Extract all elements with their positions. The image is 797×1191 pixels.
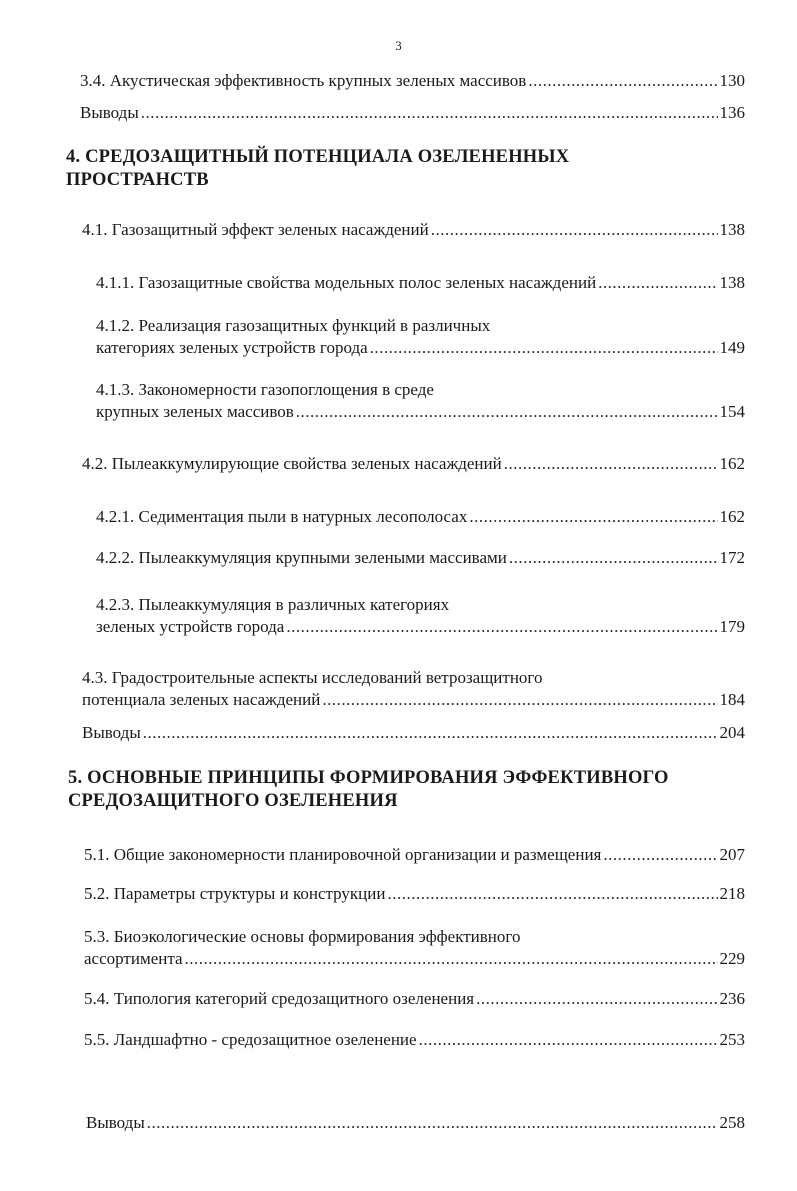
- dot-leader: [147, 1112, 718, 1134]
- page-number: 3: [395, 38, 402, 53]
- toc-entry-page: 204: [719, 723, 745, 742]
- toc-entry-page: 136: [719, 103, 745, 122]
- dot-leader: [322, 689, 717, 711]
- dot-leader: [387, 883, 717, 905]
- toc-entry-5-3: [84, 926, 745, 970]
- dot-leader: [528, 70, 717, 92]
- toc-entry-4-3: [82, 667, 745, 711]
- toc-entry-page: 130: [719, 71, 745, 90]
- toc-entry-page: 138: [719, 273, 745, 292]
- dot-leader: [296, 401, 718, 423]
- toc-entry-5-2: [84, 883, 745, 905]
- toc-entry-title: 5.5. Ландшафтно - средозащитное озеленение: [84, 1030, 417, 1049]
- toc-entry-page: 218: [719, 884, 745, 903]
- chapter-heading-5: [68, 767, 669, 813]
- toc-entry-page: 253: [719, 1030, 745, 1049]
- toc-entry-title-line: 5.3. Биоэкологические основы формирования эффективного: [84, 927, 521, 946]
- toc-entry-4-2-2: [96, 547, 745, 569]
- toc-entry-4-2: [82, 453, 745, 475]
- toc-entry-3-4: [80, 70, 745, 92]
- toc-entry-title: 3.4. Акустическая эффективность крупных зеленых массивов: [80, 71, 527, 90]
- toc-entry-title-line: 4.1.3. Закономерности газопоглощения в среде: [96, 380, 434, 399]
- dot-leader: [476, 988, 717, 1010]
- toc-entry-conclusions-4: [82, 722, 745, 744]
- toc-entry-page: 154: [719, 402, 745, 421]
- toc-entry-title: ассортимента: [84, 949, 183, 968]
- toc-entry-4-1-1: [96, 272, 745, 294]
- toc-entry-page: 172: [719, 548, 745, 567]
- toc-entry-title: Выводы: [82, 723, 141, 742]
- toc-entry-5-1: [84, 844, 745, 866]
- toc-entry-title: потенциала зеленых насаждений: [82, 690, 321, 709]
- toc-entry-conclusions-3: [80, 102, 745, 124]
- dot-leader: [370, 337, 718, 359]
- dot-leader: [141, 102, 718, 124]
- toc-entry-title-line: 4.3. Градостроительные аспекты исследований ветрозащитного: [82, 668, 543, 687]
- dot-leader: [603, 844, 717, 866]
- toc-entry-title: крупных зеленых массивов: [96, 402, 294, 421]
- chapter-heading-line: 5. ОСНОВНЫЕ ПРИНЦИПЫ ФОРМИРОВАНИЯ ЭФФЕКТИВНОГО: [68, 768, 669, 788]
- dot-leader: [185, 948, 718, 970]
- dot-leader: [286, 616, 717, 638]
- toc-entry-title: 4.1.1. Газозащитные свойства модельных полос зеленых насаждений: [96, 273, 597, 292]
- toc-entry-5-4: [84, 988, 745, 1010]
- dot-leader: [509, 547, 718, 569]
- chapter-heading-line: СРЕДОЗАЩИТНОГО ОЗЕЛЕНЕНИЯ: [68, 791, 398, 811]
- toc-entry-page: 138: [719, 220, 745, 239]
- toc-entry-4-2-1: [96, 506, 745, 528]
- dot-leader: [431, 219, 718, 241]
- toc-entry-page: 236: [719, 989, 745, 1008]
- toc-entry-title: зеленых устройств города: [96, 617, 285, 636]
- toc-entry-title: 5.4. Типология категорий средозащитного озеленения: [84, 989, 475, 1008]
- toc-entry-4-1: [82, 219, 745, 241]
- chapter-heading-line: 4. СРЕДОЗАЩИТНЫЙ ПОТЕНЦИАЛА ОЗЕЛЕНЕННЫХ: [66, 147, 570, 167]
- dot-leader: [504, 453, 718, 475]
- toc-entry-title: Выводы: [86, 1113, 145, 1132]
- dot-leader: [419, 1029, 718, 1051]
- toc-entry-title: 5.2. Параметры структуры и конструкции: [84, 884, 386, 903]
- toc-entry-title: 4.2.1. Седиментация пыли в натурных лесополосах: [96, 507, 468, 526]
- toc-entry-title: Выводы: [80, 103, 139, 122]
- toc-entry-page: 162: [719, 454, 745, 473]
- toc-entry-title: 4.2. Пылеаккумулирующие свойства зеленых насаждений: [82, 454, 502, 473]
- toc-entry-title: 4.2.2. Пылеаккумуляция крупными зелеными массивами: [96, 548, 507, 567]
- toc-entry-title: 5.1. Общие закономерности планировочной организации и размещения: [84, 845, 602, 864]
- toc-entry-5-5: [84, 1029, 745, 1051]
- chapter-heading-line: ПРОСТРАНСТВ: [66, 170, 209, 190]
- toc-entry-page: 184: [719, 690, 745, 709]
- toc-entry-title-line: 4.1.2. Реализация газозащитных функций в различных: [96, 316, 491, 335]
- toc-entry-page: 207: [719, 845, 745, 864]
- toc-entry-title: 4.1. Газозащитный эффект зеленых насаждений: [82, 220, 429, 239]
- toc-entry-page: 229: [719, 949, 745, 968]
- toc-entry-4-1-2: [96, 315, 745, 359]
- toc-entry-page: 162: [719, 507, 745, 526]
- dot-leader: [143, 722, 718, 744]
- toc-entry-page: 179: [719, 617, 745, 636]
- toc-entry-4-2-3: [96, 594, 745, 638]
- toc-entry-conclusions-5: [86, 1112, 745, 1134]
- chapter-heading-4: [66, 146, 569, 192]
- toc-entry-page: 149: [719, 338, 745, 357]
- toc-entry-title: категориях зеленых устройств города: [96, 338, 368, 357]
- dot-leader: [469, 506, 717, 528]
- toc-entry-4-1-3: [96, 379, 745, 423]
- toc-entry-page: 258: [719, 1113, 745, 1132]
- toc-entry-title-line: 4.2.3. Пылеаккумуляция в различных категориях: [96, 595, 450, 614]
- dot-leader: [598, 272, 717, 294]
